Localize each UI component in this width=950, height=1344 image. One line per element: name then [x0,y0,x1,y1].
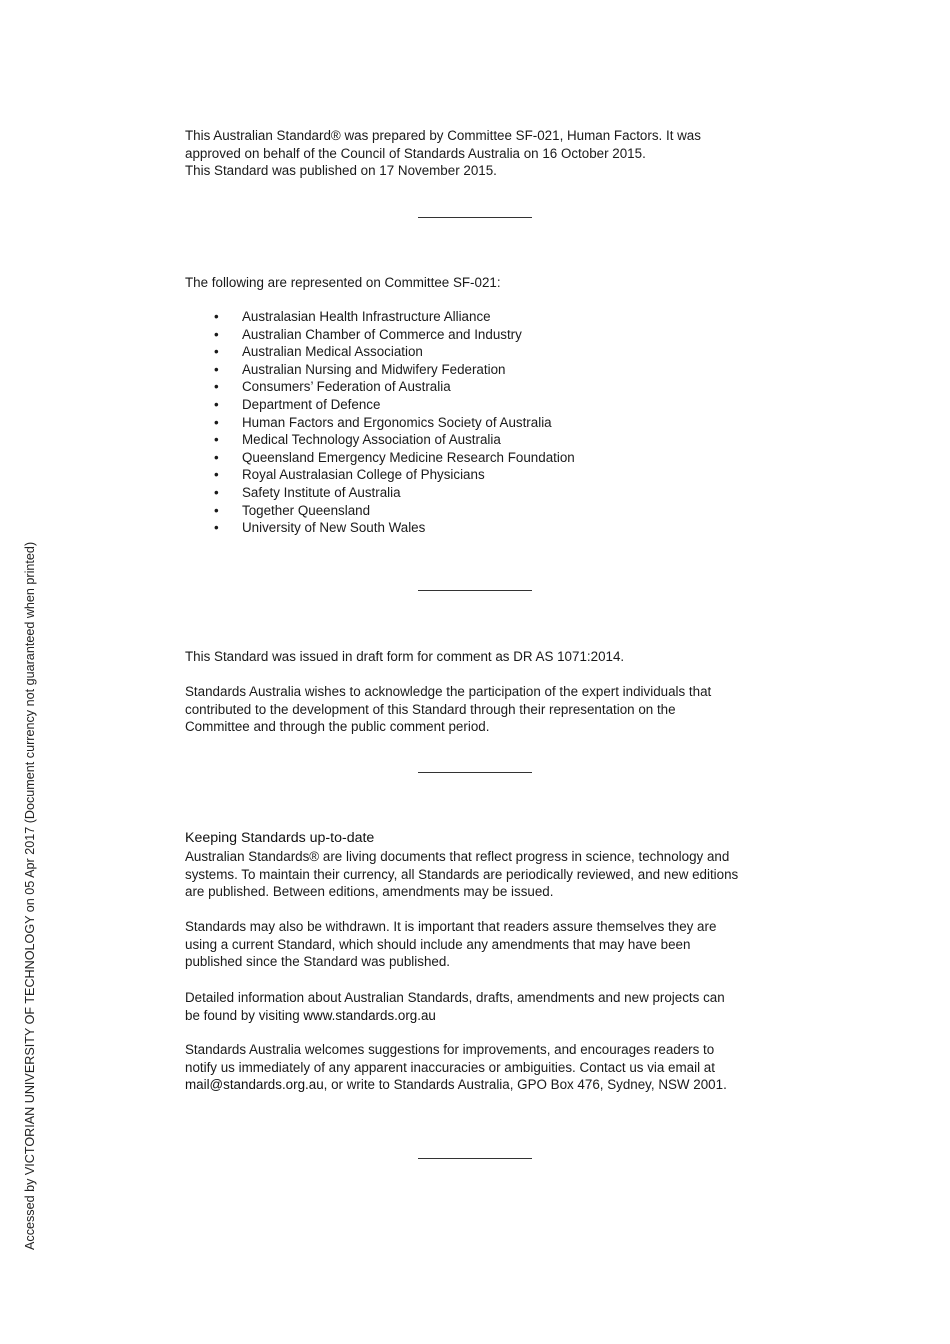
contact-line-2: notify us immediately of any apparent inaccuracies or ambiguities. Contact us via email at [185,1059,715,1075]
acknowledgement-line-3: Committee and through the public comment period. [185,719,490,735]
list-item [185,378,575,396]
bullet-icon: • [214,502,219,518]
bullet-icon: • [214,344,219,360]
bullet-icon: • [214,467,219,483]
acknowledgement-line-2: contributed to the development of this Standard through their representation on the [185,701,676,717]
bullet-icon: • [214,396,219,412]
bullet-icon: • [214,520,219,536]
list-item [185,466,575,484]
approval-paragraph [185,127,775,180]
acknowledgement-line-1: Standards Australia wishes to acknowledge the participation of the expert individuals that [185,684,712,699]
information-line-1: Detailed information about Australian Standards, drafts, amendments and new projects can [185,990,725,1005]
currency-line-1: Australian Standards® are living documents that reflect progress in science, technology and [185,849,730,864]
currency-line-3: are published. Between editions, amendments may be issued. [185,884,554,900]
approval-line-3: This Standard was published on 17 November 2015. [185,163,497,179]
member-name: Human Factors and Ergonomics Society of Australia [242,414,552,430]
list-item [185,326,575,344]
committee-intro [185,274,775,292]
bullet-icon: • [214,484,219,500]
access-watermark: Accessed by VICTORIAN UNIVERSITY OF TECHNOLOGY on 05 Apr 2017 (Document currency not guaranteed when printed) [23,541,37,1250]
member-name: Together Queensland [242,502,371,518]
draft-issue-paragraph [185,648,775,666]
approval-line-1: This Australian Standard® was prepared by Committee SF-021, Human Factors. It was [185,128,701,143]
member-name: Royal Australasian College of Physicians [242,467,485,483]
member-name: Safety Institute of Australia [242,484,401,500]
section-divider [418,1158,532,1159]
section-divider [418,217,532,218]
bullet-icon: • [214,414,219,430]
draft-issue-text: This Standard was issued in draft form for comment as DR AS 1071:2014. [185,649,625,664]
withdrawal-paragraph [185,918,775,971]
committee-member-list [185,308,575,537]
list-item [185,396,575,414]
list-item [185,519,575,537]
approval-line-2: approved on behalf of the Council of Standards Australia on 16 October 2015. [185,145,646,161]
information-line-2-text: be found by visiting [185,1007,304,1023]
section-divider [418,590,532,591]
member-name: Consumers’ Federation of Australia [242,379,451,395]
bullet-icon: • [214,432,219,448]
member-name: Queensland Emergency Medicine Research Foundation [242,449,575,465]
bullet-icon: • [214,379,219,395]
member-name: University of New South Wales [242,520,426,536]
withdrawal-line-3: published since the Standard was published. [185,954,451,970]
bullet-icon: • [214,326,219,342]
member-name: Medical Technology Association of Australia [242,432,501,448]
currency-line-2: systems. To maintain their currency, all Standards are periodically reviewed, and new editions [185,866,739,882]
list-item [185,414,575,432]
list-item [185,484,575,502]
information-paragraph [185,989,775,1024]
section-divider [418,772,532,773]
bullet-icon: • [214,449,219,465]
member-name: Australian Chamber of Commerce and Industry [242,326,522,342]
contact-paragraph [185,1041,775,1094]
currency-paragraph [185,848,775,901]
member-name: Australian Medical Association [242,344,423,360]
member-name: Department of Defence [242,396,381,412]
contact-line-3-text: , or write to Standards Australia, GPO Box 476, Sydney, NSW 2001. [323,1077,727,1093]
list-item [185,449,575,467]
bullet-icon: • [214,361,219,377]
member-name: Australasian Health Infrastructure Alliance [242,309,491,324]
list-item [185,361,575,379]
section-heading: Keeping Standards up-to-date [185,830,375,846]
list-item [185,502,575,520]
email-link[interactable]: mail@standards.org.au [185,1077,324,1093]
list-item [185,308,575,326]
information-line-2 [185,1007,775,1025]
list-item [185,431,575,449]
contact-line-1: Standards Australia welcomes suggestions for improvements, and encourages readers to [185,1042,715,1057]
acknowledgement-paragraph [185,683,775,736]
withdrawal-line-2: using a current Standard, which should include any amendments that may have been [185,936,691,952]
website-link[interactable]: www.standards.org.au [303,1007,436,1023]
withdrawal-line-1: Standards may also be withdrawn. It is important that readers assure themselves they are [185,919,717,934]
committee-intro-text: The following are represented on Committee SF-021: [185,275,501,290]
bullet-icon: • [214,309,219,324]
list-item [185,343,575,361]
member-name: Australian Nursing and Midwifery Federation [242,361,506,377]
contact-line-3 [185,1076,775,1094]
